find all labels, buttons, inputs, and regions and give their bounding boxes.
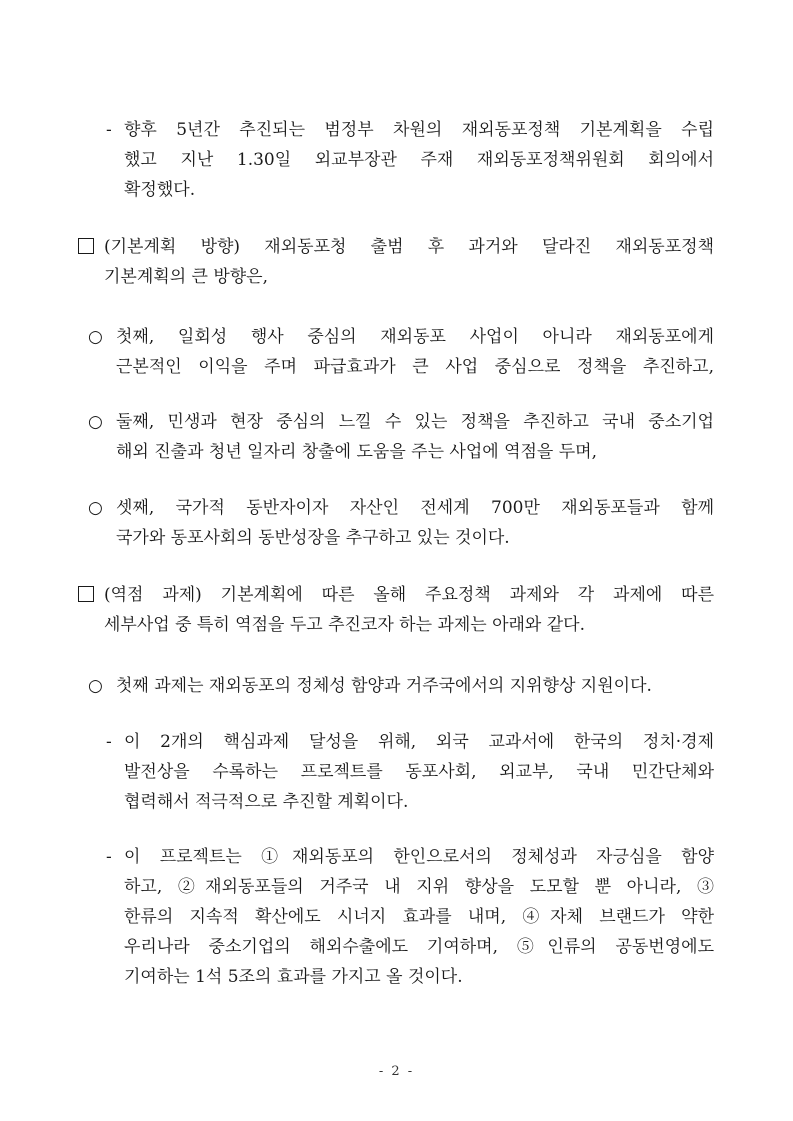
paragraph-first-direction [116, 322, 714, 382]
dash-marker: - [106, 732, 112, 752]
text-line: 셋째, 국가적 동반자이자 자산인 전세계 700만 재외동포들과 함께 [116, 498, 714, 518]
paragraph-third-direction [116, 493, 714, 553]
text-line: 해외 진출과 청년 일자리 창출에 도움을 주는 사업에 역점을 두며, [116, 442, 598, 462]
circle-marker: ○ [88, 412, 103, 432]
text-line: 국가와 동포사회의 동반성장을 추구하고 있는 것이다. [116, 528, 510, 548]
text-line: 확정했다. [124, 180, 196, 200]
text-line: 기본계획의 큰 방향은, [104, 267, 269, 287]
text-line: 우리나라 중소기업의 해외수출에도 기여하며, ⑤인류의 공동번영에도 [124, 937, 714, 957]
paragraph-textbook-project [124, 727, 714, 817]
text-line: 둘째, 민생과 현장 중심의 느낄 수 있는 정책을 추진하고 국내 중소기업 [116, 412, 714, 432]
paragraph-plan-direction [104, 232, 714, 262]
page-number: - 2 - [378, 1064, 415, 1079]
box-marker [78, 238, 94, 254]
text-line: 발전상을 수록하는 프로젝트를 동포사회, 외교부, 국내 민간단체와 [124, 762, 714, 782]
paragraph-first-task [116, 671, 714, 701]
text-line: 하고, ②재외동포들의 거주국 내 지위 향상을 도모할 뿐 아니라, ③ [124, 877, 714, 897]
paragraph-second-direction [116, 407, 714, 467]
text-line: (기본계획 방향) 재외동포청 출범 후 과거와 달라진 재외동포정책 [104, 237, 714, 257]
paragraph-project-effects [124, 842, 714, 992]
text-line: 세부사업 중 특히 역점을 두고 추진코자 하는 과제는 아래와 같다. [104, 615, 586, 635]
text-line: 향후 5년간 추진되는 범정부 차원의 재외동포정책 기본계획을 수립 [124, 120, 714, 140]
circle-marker: ○ [88, 676, 103, 696]
text-line: 기여하는 1석 5조의 효과를 가지고 올 것이다. [124, 967, 463, 987]
text-line: 근본적인 이익을 주며 파급효과가 큰 사업 중심으로 정책을 추진하고, [116, 357, 714, 377]
paragraph-key-tasks [104, 580, 714, 640]
dash-marker: - [106, 847, 112, 867]
box-marker [78, 586, 94, 602]
text-line: 이 2개의 핵심과제 달성을 위해, 외국 교과서에 한국의 정치·경제 [124, 732, 714, 752]
text-line: 했고 지난 1.30일 외교부장관 주재 재외동포정책위원회 회의에서 [124, 150, 714, 170]
circle-marker: ○ [88, 498, 103, 518]
text-line: 첫째, 일회성 행사 중심의 재외동포 사업이 아니라 재외동포에게 [116, 327, 714, 347]
paragraph-plan-direction-cont [104, 262, 714, 292]
paragraph-plan-established [124, 115, 714, 205]
text-line: 첫째 과제는 재외동포의 정체성 함양과 거주국에서의 지위향상 지원이다. [116, 676, 652, 696]
text-line: 한류의 지속적 확산에도 시너지 효과를 내며, ④자체 브랜드가 약한 [124, 907, 714, 927]
text-line: 이 프로젝트는 ①재외동포의 한인으로서의 정체성과 자긍심을 함양 [124, 847, 714, 867]
text-line: 협력해서 적극적으로 추진할 계획이다. [124, 792, 409, 812]
dash-marker: - [106, 120, 112, 140]
circle-marker: ○ [88, 327, 103, 347]
text-line: (역점 과제) 기본계획에 따른 올해 주요정책 과제와 각 과제에 따른 [104, 585, 714, 605]
